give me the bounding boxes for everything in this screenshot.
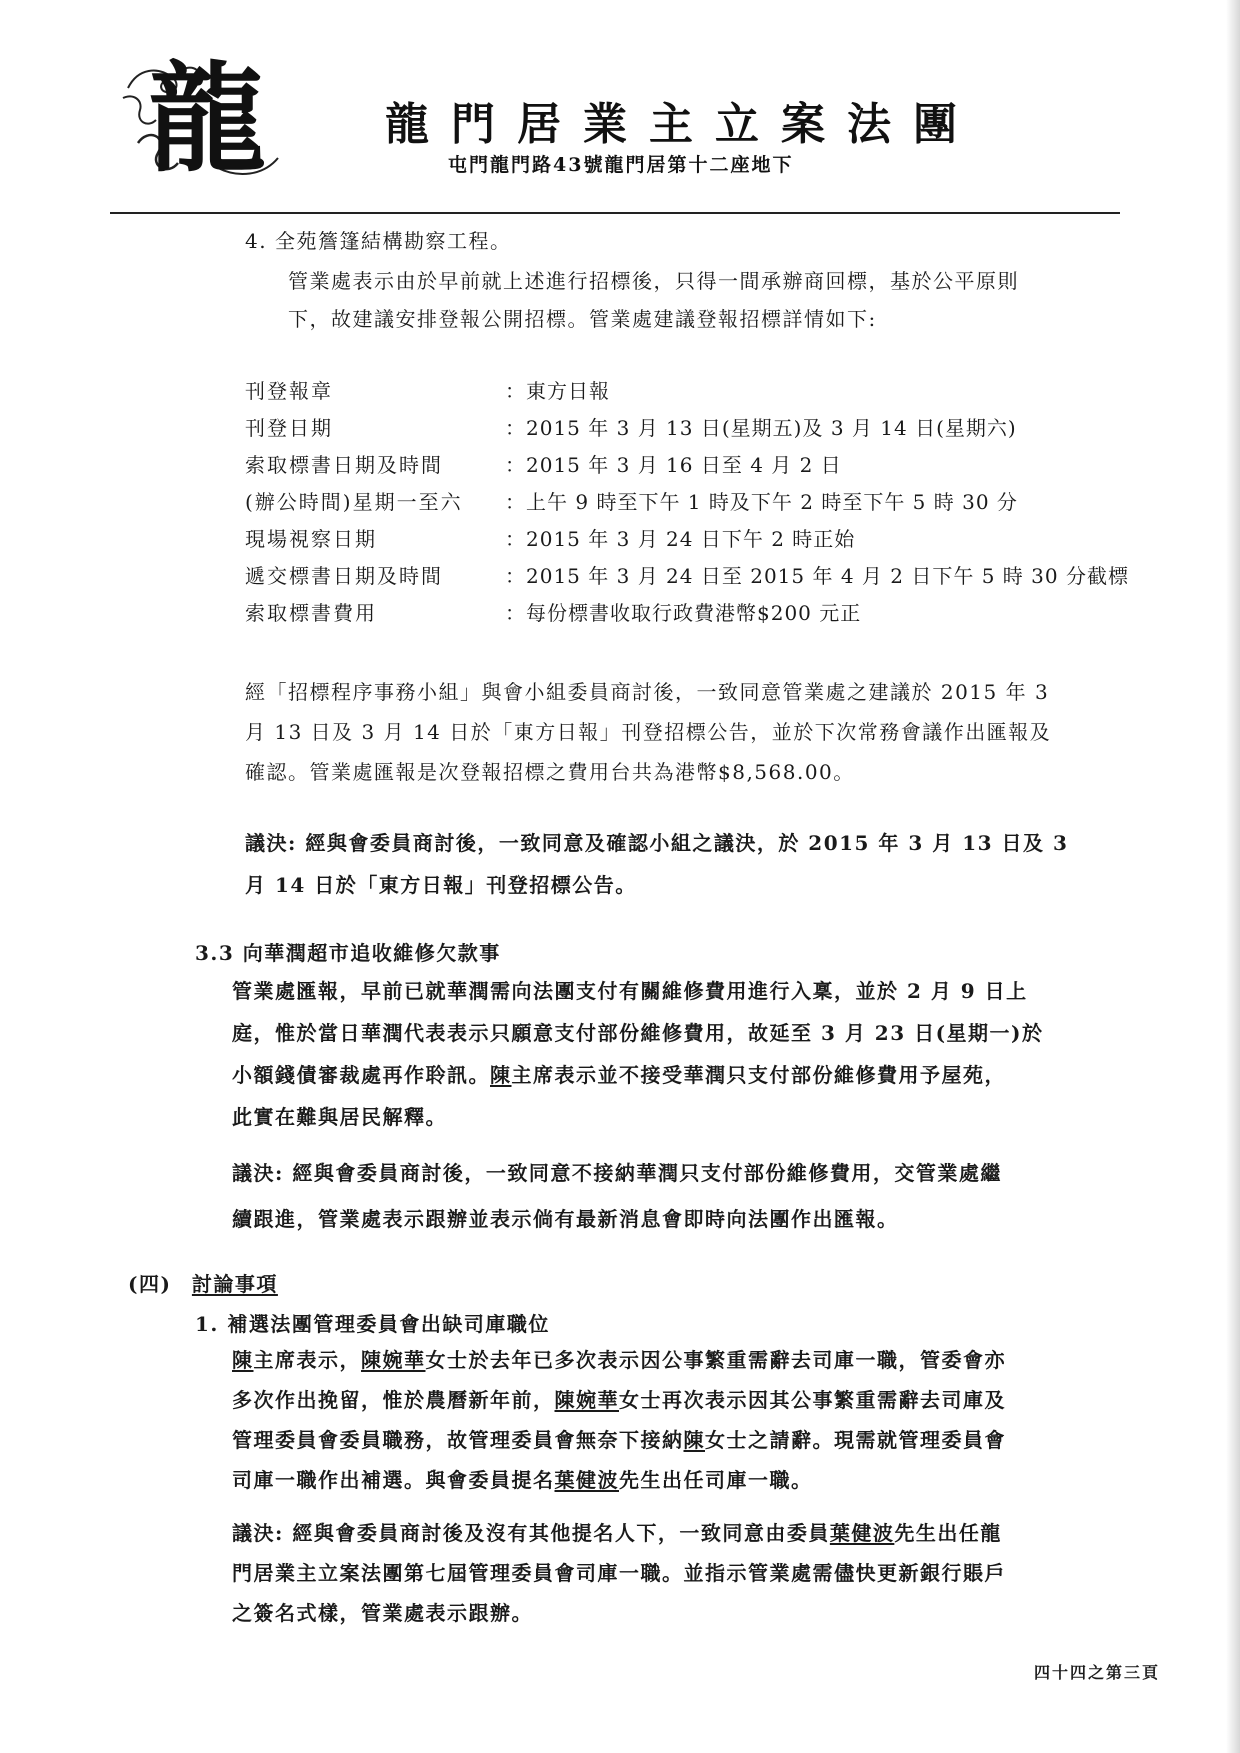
tender-value: ：上午 9 時至下午 1 時及下午 2 時至下午 5 時 30 分 <box>505 490 1018 514</box>
tender-value: ：2015 年 3 月 16 日至 4 月 2 日 <box>505 453 842 477</box>
tender-label: 遞交標書日期及時間 <box>245 564 443 588</box>
person-name: 葉健波 <box>829 1521 895 1545</box>
s4-text: 女士再次表示因其公事繁重需辭去司庫及 <box>619 1388 1006 1412</box>
tender-label: (辦公時間)星期一至六 <box>245 490 463 514</box>
s33-text: 小額錢債審裁處再作聆訊。 <box>232 1063 490 1087</box>
s33-para-line: 庭，惟於當日華潤代表表示只願意支付部份維修費用，故延至 3 月 23 日(星期一)於 <box>232 1021 1044 1045</box>
person-name: 陳 <box>490 1063 512 1087</box>
item4-paragraph <box>288 262 1019 338</box>
followup-line: 經「招標程序事務小組」與會小組委員商討後，一致同意管業處之建議於 2015 年 3 <box>245 680 1050 704</box>
section-3-3-paragraph <box>232 970 1044 1138</box>
resolution-line: 月 14 日於「東方日報」刊登招標公告。 <box>245 873 637 897</box>
section-4-heading <box>128 1268 278 1297</box>
resolution-line: 議決: 經與會委員商討後，一致同意不接納華潤只支付部份維修費用，交管業處繼 <box>232 1161 1002 1185</box>
tender-label: 刊登報章 <box>245 379 333 403</box>
s4-text: 女士之請辭。現需就管理委員會 <box>705 1428 1006 1452</box>
resolution-line: 之簽名式樣，管業處表示跟辦。 <box>232 1601 533 1625</box>
person-name: 陳婉華 <box>554 1388 619 1412</box>
section-4-item-1-resolution <box>232 1513 1006 1633</box>
s4-res-text: 先生出任龍 <box>894 1521 1002 1545</box>
item4-title: 4. 全苑簷篷結構勘察工程。 <box>245 229 512 253</box>
person-name: 陳 <box>683 1428 705 1452</box>
s33-para-line <box>232 1054 1044 1096</box>
header-divider <box>110 212 1120 214</box>
s33-text: 主席表示並不接受華潤只支付部份維修費用予屋苑， <box>511 1063 1006 1087</box>
s4-text: 主席表示， <box>253 1348 361 1372</box>
tender-value: ：每份標書收取行政費港幣$200 元正 <box>505 601 862 625</box>
followup-line: 確認。管業處匯報是次登報招標之費用台共為港幣$8,568.00。 <box>245 760 855 784</box>
section-4-item-1-title: 1. 補選法團管理委員會出缺司庫職位 <box>195 1312 550 1336</box>
section-3-3-resolution <box>232 1150 1002 1242</box>
org-title: 龍門居業主立案法團 <box>385 99 979 150</box>
resolution-line: 門居業主立案法團第七屆管理委員會司庫一職。並指示管業處需儘快更新銀行賬戶 <box>232 1561 1006 1585</box>
s4-text: 司庫一職作出補選。與會委員提名 <box>232 1468 555 1492</box>
tender-value: ：東方日報 <box>505 379 610 403</box>
s4-text: 多次作出挽留，惟於農曆新年前， <box>232 1388 555 1412</box>
org-address: 屯門龍門路43號龍門居第十二座地下 <box>448 154 794 176</box>
s33-para-line: 此實在難與居民解釋。 <box>232 1105 447 1129</box>
tender-label: 現場視察日期 <box>245 527 377 551</box>
dragon-logo <box>118 49 283 188</box>
resolution-line: 議決: 經與會委員商討後，一致同意及確認小組之議決，於 2015 年 3 月 13 日及 3 <box>245 831 1069 855</box>
item4-para-line: 下，故建議安排登報公開招標。管業處建議登報招標詳情如下: <box>288 307 877 331</box>
followup-line: 月 13 日及 3 月 14 日於「東方日報」刊登招標公告，並於下次常務會議作出匯報及 <box>245 720 1052 744</box>
resolution-line <box>232 1513 1006 1553</box>
section-4-prefix: (四) <box>128 1272 172 1296</box>
tender-value: ：2015 年 3 月 13 日(星期五)及 3 月 14 日(星期六) <box>505 416 1017 440</box>
s33-para-line: 管業處匯報，早前已就華潤需向法團支付有關維修費用進行入稟，並於 2 月 9 日上 <box>232 979 1028 1003</box>
page-number: 四十四之第三頁 <box>1033 1663 1160 1682</box>
s4-para-line <box>232 1380 1006 1420</box>
tender-label: 刊登日期 <box>245 416 333 440</box>
tender-value: ：2015 年 3 月 24 日下午 2 時正始 <box>505 527 856 551</box>
s4-text: 先生出任司庫一職。 <box>619 1468 813 1492</box>
resolution-line: 續跟進，管業處表示跟辦並表示倘有最新消息會即時向法團作出匯報。 <box>232 1207 899 1231</box>
section-4-item-1-paragraph <box>232 1340 1006 1500</box>
s4-para-line <box>232 1420 1006 1460</box>
tender-value: ：2015 年 3 月 24 日至 2015 年 4 月 2 日下午 5 時 30 分截標 <box>505 564 1129 588</box>
tender-label: 索取標書費用 <box>245 601 377 625</box>
item4-followup <box>245 672 1051 792</box>
s4-text: 管理委員會委員職務，故管理委員會無奈下接納 <box>232 1428 684 1452</box>
item4-resolution <box>245 822 1068 906</box>
section-3-3-title: 3.3 向華潤超市追收維修欠款事 <box>195 941 501 965</box>
person-name: 陳婉華 <box>361 1348 426 1372</box>
person-name: 葉健波 <box>554 1468 619 1492</box>
item4-para-line: 管業處表示由於早前就上述進行招標後，只得一間承辦商回標，基於公平原則 <box>288 269 1019 293</box>
person-name: 陳 <box>232 1348 254 1372</box>
s4-para-line <box>232 1340 1006 1380</box>
s4-para-line <box>232 1460 1006 1500</box>
logo-glyph: 龍 <box>148 49 267 188</box>
tender-label: 索取標書日期及時間 <box>245 453 443 477</box>
s4-res-text: 議決: 經與會委員商討後及沒有其他提名人下，一致同意由委員 <box>232 1521 830 1545</box>
scan-edge-shadow <box>1226 0 1240 1753</box>
s4-text: 女士於去年已多次表示因公事繁重需辭去司庫一職，管委會亦 <box>425 1348 1006 1372</box>
section-4-title: 討論事項 <box>191 1272 278 1296</box>
